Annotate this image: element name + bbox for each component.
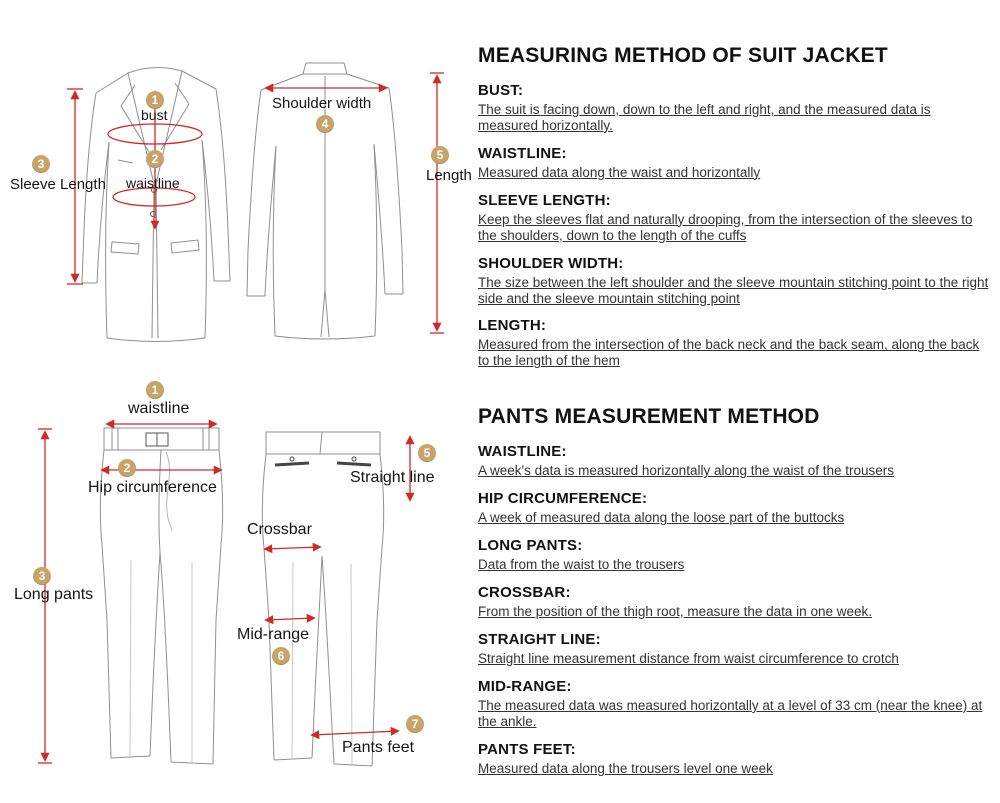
- diagram-layer: [0, 0, 470, 803]
- label-pants-feet: Pants feet: [342, 739, 415, 756]
- jacket-section-length: [478, 317, 992, 369]
- pants-section-hip-circumference: [478, 490, 992, 526]
- label-crossbar: Crossbar: [247, 521, 312, 538]
- badge-shoulder-width: 4: [316, 115, 334, 133]
- label-waistline: waistline: [126, 175, 180, 191]
- section-body: The size between the left shoulder and the sleeve mountain stitching point to the right side and the sleeve mountain stitching point: [478, 274, 989, 306]
- section-heading: SLEEVE LENGTH:: [478, 191, 611, 209]
- jacket-section-bust: [478, 82, 992, 134]
- badge-bust: 1: [146, 91, 164, 109]
- section-heading: HIP CIRCUMFERENCE:: [478, 490, 648, 508]
- badge-long-pants: 3: [33, 567, 51, 585]
- jacket-section-shoulder-width: [478, 255, 992, 307]
- section-heading: WAISTLINE:: [478, 443, 567, 461]
- section-body: A week's data is measured horizontally along the waist of the trousers: [478, 463, 895, 479]
- label-hip: Hip circumference: [88, 479, 217, 496]
- label-sleeve-length: Sleeve Length: [10, 176, 106, 193]
- label-long-pants: Long pants: [14, 586, 94, 603]
- badge-hip: 2: [118, 459, 136, 477]
- section-heading: WAISTLINE:: [478, 144, 567, 162]
- label-bust: bust: [141, 107, 168, 123]
- section-body: Measured data along the waist and horizontally: [478, 164, 761, 180]
- section-heading: SHOULDER WIDTH:: [478, 254, 624, 272]
- badge-straight-line: 5: [418, 444, 436, 462]
- label-pants-waistline: waistline: [128, 400, 190, 417]
- pants-section-long-pants: [478, 537, 992, 573]
- pants-section-pants-feet: [478, 741, 992, 777]
- section-body: The suit is facing down, down to the left and right, and the measured data is measured horizontally.: [478, 102, 931, 133]
- section-body: Data from the waist to the trousers: [478, 557, 685, 573]
- section-heading: LENGTH:: [478, 317, 547, 335]
- pants-section-straight-line: [478, 631, 992, 667]
- section-body: Keep the sleeves flat and naturally drooping, from the intersection of the sleeves to the shoulders, down to the length of the cuffs: [478, 211, 973, 243]
- measurement-diagrams-canvas: [0, 0, 470, 803]
- badge-sleeve-length: 3: [32, 155, 50, 173]
- jacket-section-sleeve-length: [478, 192, 992, 244]
- jacket-section-waistline: [478, 145, 992, 181]
- label-shoulder-width: Shoulder width: [272, 95, 372, 112]
- badge-length: 5: [431, 146, 449, 164]
- pants-section-waistline: [478, 443, 992, 479]
- section-heading: MID-RANGE:: [478, 677, 572, 695]
- badge-waistline: 2: [146, 150, 164, 168]
- section-body: The measured data was measured horizontally at a level of 33 cm (near the knee) at the ankle.: [478, 697, 983, 729]
- badge-pants-feet: 7: [406, 715, 424, 733]
- label-mid-range: Mid-range: [237, 626, 310, 643]
- section-body: Measured data along the trousers level one week: [478, 760, 773, 776]
- section-body: From the position of the thigh root, measure the data in one week.: [478, 604, 872, 620]
- badge-pants-waistline: 1: [146, 381, 164, 399]
- pants-section-mid-range: [478, 678, 992, 730]
- section-body: Straight line measurement distance from waist circumference to crotch: [478, 650, 899, 666]
- pants-section-crossbar: [478, 584, 992, 620]
- section-body: Measured from the intersection of the back neck and the back seam, along the back to the length of the hem: [478, 337, 980, 369]
- section-body: A week of measured data along the loose part of the buttocks: [478, 510, 845, 526]
- section-heading: CROSSBAR:: [478, 584, 571, 602]
- method-text-column: [478, 44, 992, 788]
- jacket-method-title: MEASURING METHOD OF SUIT JACKET: [478, 44, 888, 67]
- label-straight-line: Straight line: [350, 469, 435, 486]
- badge-mid-range: 6: [272, 647, 290, 665]
- section-heading: BUST:: [478, 82, 524, 99]
- section-heading: LONG PANTS:: [478, 537, 583, 555]
- section-heading: PANTS FEET:: [478, 740, 576, 758]
- pants-method-title: PANTS MEASUREMENT METHOD: [478, 405, 820, 429]
- section-heading: STRAIGHT LINE:: [478, 630, 601, 648]
- label-length: Length: [426, 167, 472, 184]
